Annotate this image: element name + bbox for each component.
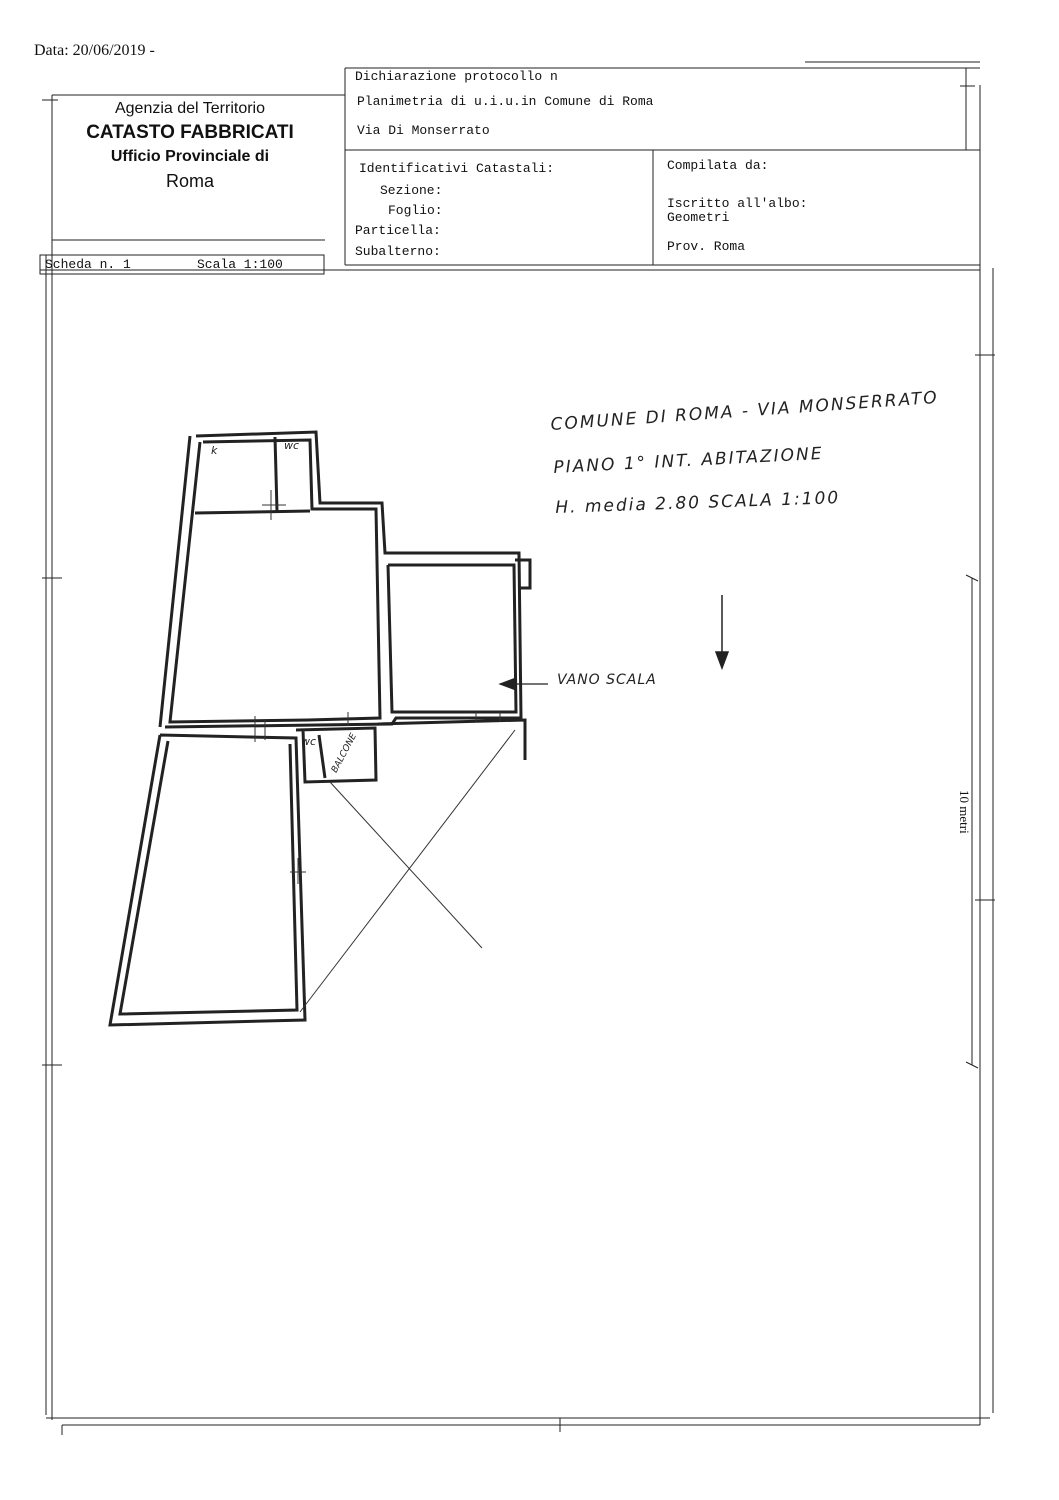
note-location: COMUNE DI ROMA - VIA MONSERRATO <box>550 387 940 435</box>
north-arrow <box>716 595 728 668</box>
note-height-scale: H. media 2.80 SCALA 1:100 <box>555 488 841 518</box>
office-label: Ufficio Provinciale di <box>110 148 270 165</box>
foglio-label: Foglio: <box>388 203 443 218</box>
sezione-label: Sezione: <box>380 183 443 198</box>
planimetria-label: Planimetria di u.i.u.in Comune di Roma <box>357 94 654 109</box>
date-stamp: Data: 20/06/2019 - <box>34 42 155 59</box>
protocol-label: Dichiarazione protocollo n <box>355 69 558 84</box>
scheda-scale: Scala 1:100 <box>197 257 283 272</box>
scheda-number: Scheda n. 1 <box>45 257 131 272</box>
note-floor: PIANO 1° INT. ABITAZIONE <box>553 443 824 478</box>
floor-plan <box>110 432 530 1025</box>
address-label: Via Di Monserrato <box>357 123 490 138</box>
particella-label: Particella: <box>355 223 441 238</box>
iscritto-label: Iscritto all'albo: <box>667 196 808 211</box>
kitchen-label: k <box>211 444 218 457</box>
agency-name: Agenzia del Territorio <box>114 100 265 117</box>
balcony-label: BALCONE <box>330 731 360 775</box>
compiled-title: Compilata da: <box>667 158 769 173</box>
stair-label: VANO SCALA <box>557 672 657 688</box>
stair-arrow <box>500 678 548 690</box>
albo-value: Geometri <box>667 210 730 225</box>
ruler-label: 10 metri <box>957 790 972 834</box>
agency-block <box>55 100 325 192</box>
wc-label-lower: wc <box>301 735 317 748</box>
wc-label-upper: wc <box>284 439 300 452</box>
identifiers-title: Identificativi Catastali: <box>359 161 555 176</box>
catasto-title: CATASTO FABBRICATI <box>86 122 294 143</box>
office-city: Roma <box>165 171 214 191</box>
province-value: Prov. Roma <box>667 239 746 254</box>
subalterno-label: Subalterno: <box>355 244 441 259</box>
